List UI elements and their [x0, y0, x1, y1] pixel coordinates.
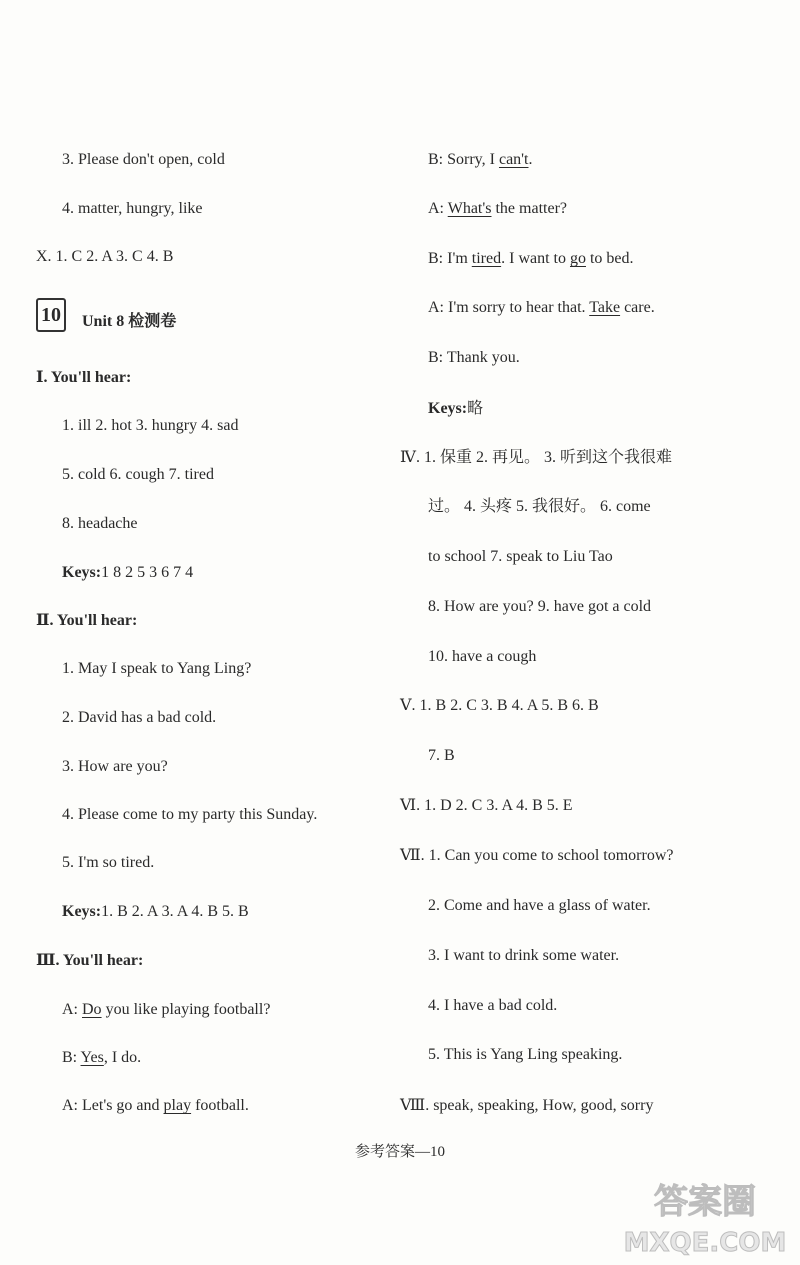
watermark-top-text: 答案圈: [654, 1182, 756, 1222]
section-x-answers: X. 1. C 2. A 3. C 4. B: [36, 248, 174, 265]
answer-line: Ⅵ. 1. D 2. C 3. A 4. B 5. E: [400, 797, 573, 814]
dialogue-line: B: Yes, I do.: [62, 1049, 142, 1066]
underlined-answer: can't: [498, 151, 529, 168]
underlined-answer: What's: [447, 200, 492, 217]
underlined-answer: play: [163, 1097, 192, 1114]
keys-label: Keys:: [428, 400, 468, 417]
dialogue-line: B: Sorry, I can't.: [428, 151, 533, 168]
dialogue-line: A: I'm sorry to hear that. Take care.: [428, 299, 655, 316]
answer-line: 2. David has a bad cold.: [62, 709, 217, 726]
answer-line: Ⅷ. speak, speaking, How, good, sorry: [400, 1097, 654, 1114]
answer-line: 10. have a cough: [428, 648, 537, 665]
page-footer: 参考答案—10: [354, 1144, 445, 1160]
answer-line: 2. Come and have a glass of water.: [428, 897, 651, 914]
watermark-bottom-text: MXQE.COM: [623, 1228, 787, 1258]
dialogue-line: A: Do you like playing football?: [62, 1001, 271, 1018]
keys-line: [62, 902, 249, 922]
answer-line: 5. This is Yang Ling speaking.: [428, 1046, 623, 1063]
keys-value: 1. B 2. A 3. A 4. B 5. B: [101, 903, 249, 920]
answer-line: 8. headache: [62, 515, 138, 532]
section-title: Ⅲ. You'll hear:: [36, 952, 144, 969]
keys-label: Keys:: [62, 564, 102, 581]
answer-line: Ⅶ. 1. Can you come to school tomorrow?: [400, 847, 674, 864]
answer-line: 5. cold 6. cough 7. tired: [62, 466, 214, 483]
keys-value: 略: [467, 400, 484, 417]
answer-line: Ⅴ. 1. B 2. C 3. B 4. A 5. B 6. B: [400, 697, 599, 714]
answer-line: 8. How are you? 9. have got a cold: [428, 598, 652, 615]
keys-value: 1 8 2 5 3 6 7 4: [101, 564, 194, 581]
section-title: Ⅰ. You'll hear:: [36, 369, 132, 386]
answer-line: 3. Please don't open, cold: [62, 151, 225, 168]
answer-line: 4. matter, hungry, like: [62, 200, 203, 217]
answer-line: 3. How are you?: [62, 758, 168, 775]
underlined-answer: go: [569, 250, 586, 267]
answer-line: Ⅳ. 1. 保重 2. 再见。 3. 听到这个我很难: [400, 449, 672, 466]
dialogue-line: B: Thank you.: [428, 349, 520, 366]
answer-line: 5. I'm so tired.: [62, 854, 155, 871]
underlined-answer: tired: [471, 250, 502, 267]
dialogue-line: A: What's the matter?: [428, 200, 567, 217]
answer-line: 3. I want to drink some water.: [428, 947, 620, 964]
answer-line: to school 7. speak to Liu Tao: [428, 548, 613, 565]
unit-title: Unit 8 检测卷: [82, 313, 177, 330]
answer-line: 1. ill 2. hot 3. hungry 4. sad: [62, 417, 239, 434]
keys-label: Keys:: [62, 903, 102, 920]
answer-line: 过。 4. 头疼 5. 我很好。 6. come: [428, 498, 651, 515]
answer-line: 1. May I speak to Yang Ling?: [62, 660, 252, 677]
keys-line: [428, 399, 483, 419]
dialogue-line: A: Let's go and play football.: [62, 1097, 249, 1114]
section-title: Ⅱ. You'll hear:: [36, 612, 138, 629]
answer-line: 4. Please come to my party this Sunday.: [62, 806, 318, 823]
underlined-answer: Take: [589, 299, 621, 316]
answer-line: 4. I have a bad cold.: [428, 997, 558, 1014]
unit-number-badge: 10: [36, 298, 66, 332]
dialogue-line: B: I'm tired. I want to go to bed.: [428, 250, 634, 267]
underlined-answer: Yes: [80, 1049, 104, 1066]
answer-line: 7. B: [428, 747, 455, 764]
watermark-logo: [620, 1175, 790, 1259]
underlined-answer: Do: [82, 1001, 102, 1018]
keys-line: [62, 563, 193, 583]
